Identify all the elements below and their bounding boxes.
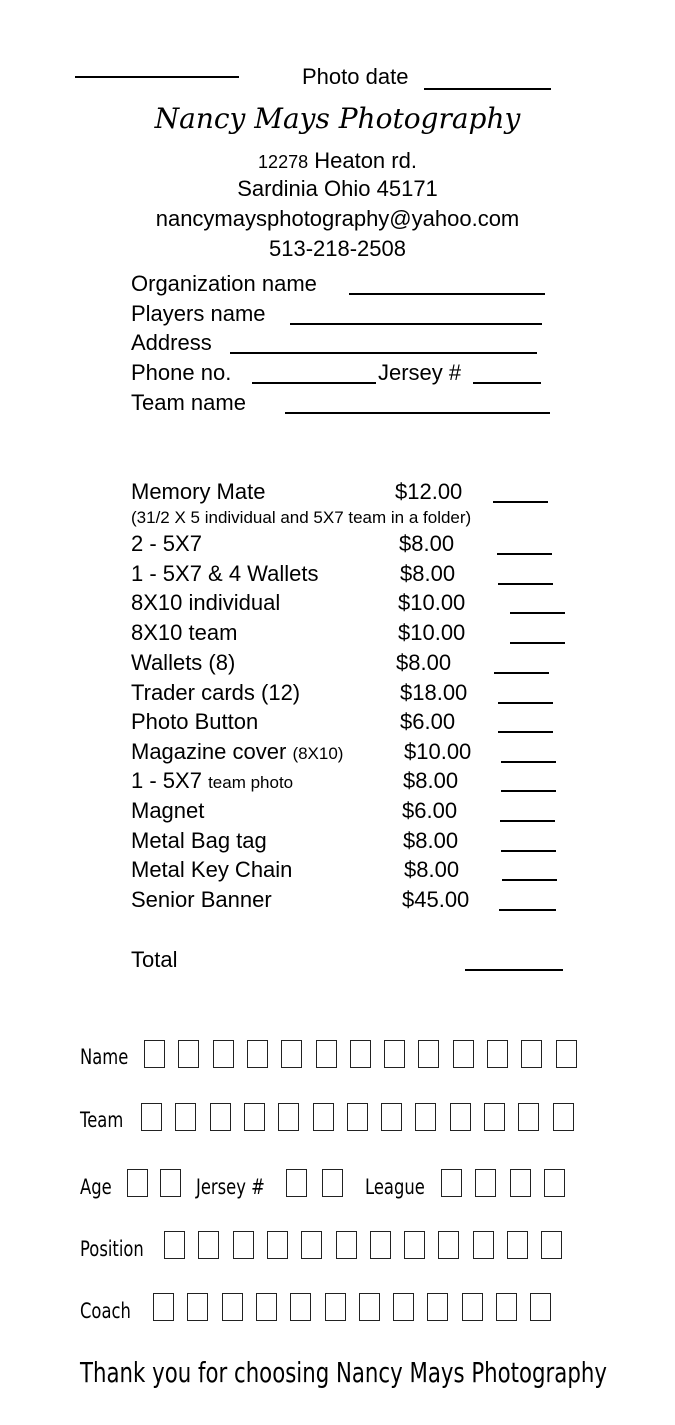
address-number: 12278 (258, 152, 309, 172)
product-price: $18.00 (400, 680, 468, 705)
phone: 513-218-2508 (268, 236, 406, 261)
total-label: Total (131, 947, 178, 972)
entry-box[interactable] (541, 1231, 562, 1259)
entry-box[interactable] (521, 1040, 542, 1068)
entry-box[interactable] (404, 1231, 425, 1259)
grid-team-label: Team (80, 1108, 124, 1132)
entry-box[interactable] (475, 1169, 496, 1197)
entry-box[interactable] (544, 1169, 565, 1197)
entry-box[interactable] (278, 1103, 299, 1131)
product-name: 8X10 team (131, 620, 238, 645)
entry-box[interactable] (487, 1040, 508, 1068)
entry-box[interactable] (438, 1231, 459, 1259)
entry-box[interactable] (222, 1293, 243, 1321)
entry-box[interactable] (553, 1103, 574, 1131)
product-price: $45.00 (402, 887, 470, 912)
quantity-line[interactable] (500, 820, 555, 822)
city-line: Sardinia Ohio 45171 (237, 176, 438, 201)
entry-box[interactable] (393, 1293, 414, 1321)
entry-box[interactable] (256, 1293, 277, 1321)
entry-box[interactable] (518, 1103, 539, 1131)
jersey-label: Jersey # (378, 360, 462, 385)
product-price: $10.00 (398, 590, 466, 615)
entry-box[interactable] (286, 1169, 307, 1197)
organization-line[interactable] (349, 293, 545, 295)
entry-box[interactable] (427, 1293, 448, 1321)
entry-box[interactable] (556, 1040, 577, 1068)
entry-box[interactable] (462, 1293, 483, 1321)
entry-box[interactable] (127, 1169, 148, 1197)
product-note: team photo (208, 773, 294, 792)
product-price: $8.00 (399, 531, 455, 556)
entry-box[interactable] (322, 1169, 343, 1197)
product-name: 2 - 5X7 (131, 531, 202, 556)
product-name: Trader cards (12) (131, 680, 301, 705)
blank-line-top-left[interactable] (75, 76, 239, 78)
phone-line[interactable] (252, 382, 376, 384)
grid-league-label: League (365, 1175, 425, 1199)
entry-box[interactable] (313, 1103, 334, 1131)
photo-date-line[interactable] (424, 88, 551, 90)
quantity-line[interactable] (501, 850, 556, 852)
quantity-line[interactable] (501, 761, 556, 763)
entry-box[interactable] (316, 1040, 337, 1068)
quantity-line[interactable] (494, 672, 549, 674)
entry-box[interactable] (281, 1040, 302, 1068)
product-price: $6.00 (400, 709, 456, 734)
product-price: $12.00 (395, 479, 463, 504)
quantity-line[interactable] (501, 790, 556, 792)
entry-box[interactable] (267, 1231, 288, 1259)
quantity-line[interactable] (502, 879, 557, 881)
quantity-line[interactable] (510, 612, 565, 614)
grid-age-label: Age (80, 1175, 112, 1199)
product-name: Magnet (131, 798, 205, 823)
entry-box[interactable] (384, 1040, 405, 1068)
thank-you-footer: Thank you for choosing Nancy Mays Photography (80, 1356, 607, 1389)
entry-box[interactable] (496, 1293, 517, 1321)
product-price: $10.00 (398, 620, 466, 645)
team-name-line[interactable] (285, 412, 550, 414)
entry-box[interactable] (210, 1103, 231, 1131)
total-line[interactable] (465, 969, 563, 971)
product-name: 8X10 individual (131, 590, 281, 615)
entry-box[interactable] (178, 1040, 199, 1068)
grid-jersey-label: Jersey # (196, 1175, 265, 1199)
entry-box[interactable] (441, 1169, 462, 1197)
address-field-line[interactable] (230, 352, 537, 354)
entry-box[interactable] (213, 1040, 234, 1068)
product-name: Metal Key Chain (131, 857, 293, 882)
entry-box[interactable] (301, 1231, 322, 1259)
entry-box[interactable] (507, 1231, 528, 1259)
entry-box[interactable] (510, 1169, 531, 1197)
entry-box[interactable] (473, 1231, 494, 1259)
entry-box[interactable] (530, 1293, 551, 1321)
entry-box[interactable] (418, 1040, 439, 1068)
product-price: $8.00 (400, 561, 456, 586)
product-price: $8.00 (403, 828, 459, 853)
address-street: Heaton rd. (308, 148, 417, 173)
product-name: 1 - 5X7 & 4 Wallets (131, 561, 319, 586)
product-name: Senior Banner (131, 887, 272, 912)
entry-box[interactable] (450, 1103, 471, 1131)
product-price: $8.00 (404, 857, 460, 882)
quantity-line[interactable] (499, 909, 556, 911)
team-name-label: Team name (131, 390, 246, 415)
address-line (0, 148, 675, 175)
entry-box[interactable] (144, 1040, 165, 1068)
entry-box[interactable] (415, 1103, 436, 1131)
product-name: Wallets (8) (131, 650, 236, 675)
quantity-line[interactable] (493, 501, 548, 503)
entry-box[interactable] (453, 1040, 474, 1068)
entry-box[interactable] (164, 1231, 185, 1259)
quantity-line[interactable] (498, 731, 553, 733)
entry-box[interactable] (141, 1103, 162, 1131)
product-name: Memory Mate (131, 479, 266, 504)
entry-box[interactable] (175, 1103, 196, 1131)
product-name-text: 1 - 5X7 (131, 768, 202, 793)
entry-box[interactable] (381, 1103, 402, 1131)
memory-mate-note: (31/2 X 5 individual and 5X7 team in a folder) (131, 508, 472, 527)
entry-box[interactable] (198, 1231, 219, 1259)
photo-date-label: Photo date (302, 64, 409, 89)
email: nancymaysphotography@yahoo.com (155, 206, 520, 231)
address-label: Address (131, 330, 212, 355)
grid-coach-label: Coach (80, 1299, 131, 1323)
product-price: $6.00 (402, 798, 458, 823)
product-name (131, 768, 293, 796)
entry-box[interactable] (350, 1040, 371, 1068)
entry-box[interactable] (244, 1103, 265, 1131)
entry-box[interactable] (160, 1169, 181, 1197)
product-note: (8X10) (292, 744, 344, 763)
product-name: Metal Bag tag (131, 828, 267, 853)
product-name-text: Magazine cover (131, 739, 287, 764)
entry-box[interactable] (359, 1293, 380, 1321)
product-name: Photo Button (131, 709, 259, 734)
entry-box[interactable] (325, 1293, 346, 1321)
grid-name-label: Name (80, 1045, 129, 1069)
product-name (131, 739, 343, 767)
quantity-line[interactable] (498, 583, 553, 585)
quantity-line[interactable] (498, 702, 553, 704)
quantity-line[interactable] (510, 642, 565, 644)
product-price: $8.00 (396, 650, 452, 675)
entry-box[interactable] (336, 1231, 357, 1259)
entry-box[interactable] (187, 1293, 208, 1321)
entry-box[interactable] (233, 1231, 254, 1259)
quantity-line[interactable] (497, 553, 552, 555)
entry-box[interactable] (247, 1040, 268, 1068)
organization-label: Organization name (131, 271, 317, 296)
entry-box[interactable] (290, 1293, 311, 1321)
players-name-line[interactable] (290, 323, 542, 325)
product-price: $10.00 (404, 739, 472, 764)
product-price: $8.00 (403, 768, 459, 793)
entry-box[interactable] (347, 1103, 368, 1131)
entry-box[interactable] (370, 1231, 391, 1259)
brand-logo: Nancy Mays Photography (154, 102, 521, 135)
entry-box[interactable] (484, 1103, 505, 1131)
jersey-line[interactable] (473, 382, 541, 384)
entry-box[interactable] (153, 1293, 174, 1321)
phone-label: Phone no. (131, 360, 232, 385)
grid-position-label: Position (80, 1237, 144, 1261)
players-name-label: Players name (131, 301, 266, 326)
